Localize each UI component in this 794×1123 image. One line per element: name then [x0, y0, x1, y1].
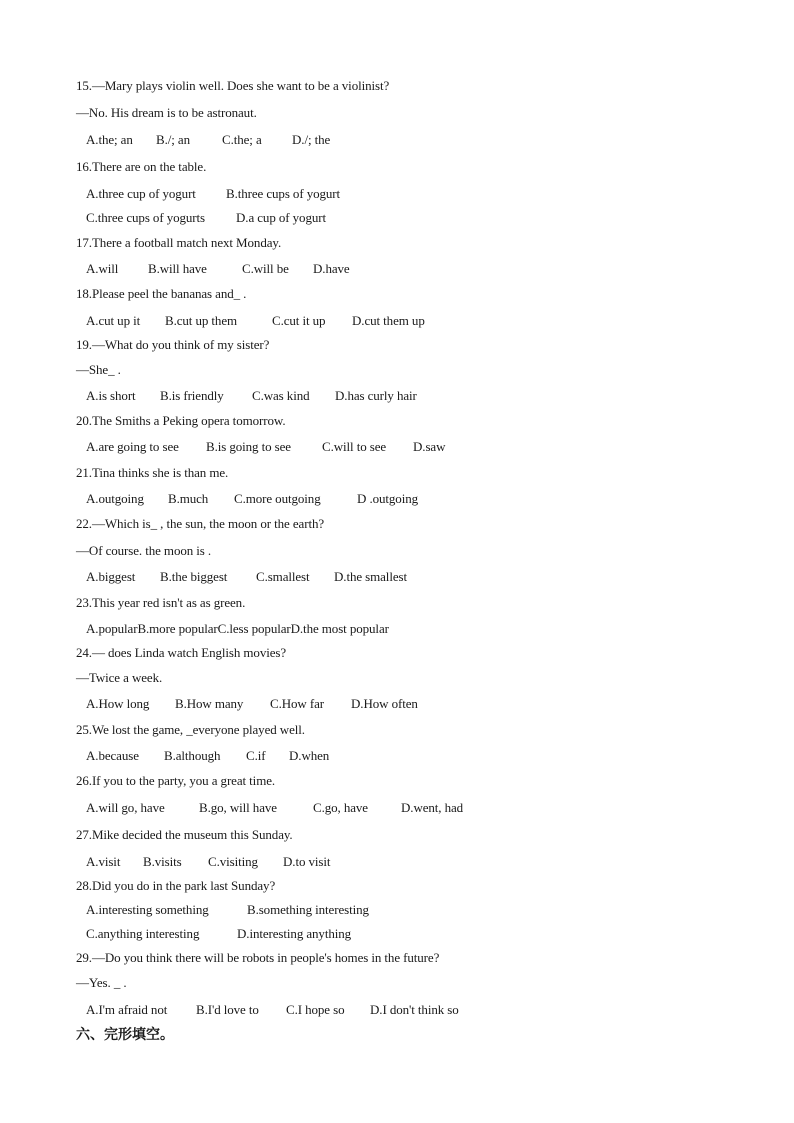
- question-26-stem: 26.If you to the party, you a great time.: [76, 773, 276, 788]
- question-25-option-c: C.if: [246, 748, 266, 763]
- question-17-option-b: B.will have: [148, 261, 207, 276]
- question-16-stem: 16.There are on the table.: [76, 159, 207, 174]
- question-15-stem: 15.—Mary plays violin well. Does she want to be a violinist?: [76, 78, 390, 93]
- question-15-option-a: A.the; an: [86, 132, 133, 147]
- question-29-stem: 29.—Do you think there will be robots in people's homes in the future?: [76, 950, 440, 965]
- question-24-option-c: C.How far: [270, 696, 324, 711]
- question-19-stem: 19.—What do you think of my sister?: [76, 337, 270, 352]
- question-28-option-d: D.interesting anything: [237, 926, 352, 941]
- question-22-option-c: C.smallest: [256, 569, 310, 584]
- question-20-stem: 20.The Smiths a Peking opera tomorrow.: [76, 413, 286, 428]
- question-24-option-a: A.How long: [86, 696, 150, 711]
- question-16-option-d: D.a cup of yogurt: [236, 210, 326, 225]
- question-20-option-b: B.is going to see: [206, 439, 291, 454]
- question-22-stem: 22.—Which is_ , the sun, the moon or the earth?: [76, 516, 325, 531]
- question-25-option-b: B.although: [164, 748, 221, 763]
- question-29-option-b: B.I'd love to: [196, 1002, 259, 1017]
- question-26-option-a: A.will go, have: [86, 800, 165, 815]
- question-19-stem-2: —She_ .: [76, 362, 121, 377]
- question-21-stem: 21.Tina thinks she is than me.: [76, 465, 229, 480]
- question-20-option-d: D.saw: [413, 439, 446, 454]
- question-17-option-c: C.will be: [242, 261, 289, 276]
- question-22-option-d: D.the smallest: [334, 569, 407, 584]
- question-26-option-b: B.go, will have: [199, 800, 277, 815]
- question-23-options: A.popularB.more popularC.less popularD.the most popular: [86, 621, 389, 636]
- question-19-option-a: A.is short: [86, 388, 136, 403]
- question-15-option-b: B./; an: [156, 132, 190, 147]
- question-18-stem: 18.Please peel the bananas and_ .: [76, 286, 247, 301]
- question-20-option-c: C.will to see: [322, 439, 387, 454]
- question-17-option-a: A.will: [86, 261, 119, 276]
- question-27-option-b: B.visits: [143, 854, 182, 869]
- question-19-option-c: C.was kind: [252, 388, 310, 403]
- question-29-option-c: C.I hope so: [286, 1002, 345, 1017]
- question-18-option-c: C.cut it up: [272, 313, 326, 328]
- question-27-option-d: D.to visit: [283, 854, 331, 869]
- question-21-option-c: C.more outgoing: [234, 491, 321, 506]
- question-24-stem: 24.— does Linda watch English movies?: [76, 645, 287, 660]
- question-29-option-a: A.I'm afraid not: [86, 1002, 168, 1017]
- question-16-option-c: C.three cups of yogurts: [86, 210, 206, 225]
- question-15-option-c: C.the; a: [222, 132, 262, 147]
- question-26-option-c: C.go, have: [313, 800, 368, 815]
- question-16-option-b: B.three cups of yogurt: [226, 186, 341, 201]
- question-19-option-d: D.has curly hair: [335, 388, 417, 403]
- question-28-option-c: C.anything interesting: [86, 926, 200, 941]
- question-23-stem: 23.This year red isn't as as green.: [76, 595, 246, 610]
- question-27-stem: 27.Mike decided the museum this Sunday.: [76, 827, 293, 842]
- question-27-option-a: A.visit: [86, 854, 121, 869]
- question-22-option-b: B.the biggest: [160, 569, 228, 584]
- question-22-option-a: A.biggest: [86, 569, 136, 584]
- question-21-option-d: D .outgoing: [357, 491, 419, 506]
- question-29-option-d: D.I don't think so: [370, 1002, 459, 1017]
- question-25-option-d: D.when: [289, 748, 330, 763]
- question-19-option-b: B.is friendly: [160, 388, 224, 403]
- question-24-option-b: B.How many: [175, 696, 244, 711]
- question-21-option-b: B.much: [168, 491, 209, 506]
- question-24-option-d: D.How often: [351, 696, 418, 711]
- question-28-stem: 28.Did you do in the park last Sunday?: [76, 878, 276, 893]
- question-28-option-b: B.something interesting: [247, 902, 369, 917]
- question-27-option-c: C.visiting: [208, 854, 258, 869]
- question-18-option-d: D.cut them up: [352, 313, 425, 328]
- question-17-option-d: D.have: [313, 261, 350, 276]
- question-18-option-b: B.cut up them: [165, 313, 237, 328]
- question-20-option-a: A.are going to see: [86, 439, 179, 454]
- question-15-stem-2: —No. His dream is to be astronaut.: [76, 105, 257, 120]
- question-28-option-a: A.interesting something: [86, 902, 209, 917]
- question-25-option-a: A.because: [86, 748, 139, 763]
- question-17-stem: 17.There a football match next Monday.: [76, 235, 282, 250]
- question-15-option-d: D./; the: [292, 132, 331, 147]
- question-16-option-a: A.three cup of yogurt: [86, 186, 196, 201]
- question-21-option-a: A.outgoing: [86, 491, 144, 506]
- question-22-stem-2: —Of course. the moon is .: [76, 543, 212, 558]
- section-heading: 六、完形填空。: [76, 1027, 174, 1043]
- question-18-option-a: A.cut up it: [86, 313, 141, 328]
- question-29-stem-2: —Yes. _ .: [76, 975, 127, 990]
- question-26-option-d: D.went, had: [401, 800, 464, 815]
- question-25-stem: 25.We lost the game, _everyone played well.: [76, 722, 305, 737]
- question-24-stem-2: —Twice a week.: [76, 670, 163, 685]
